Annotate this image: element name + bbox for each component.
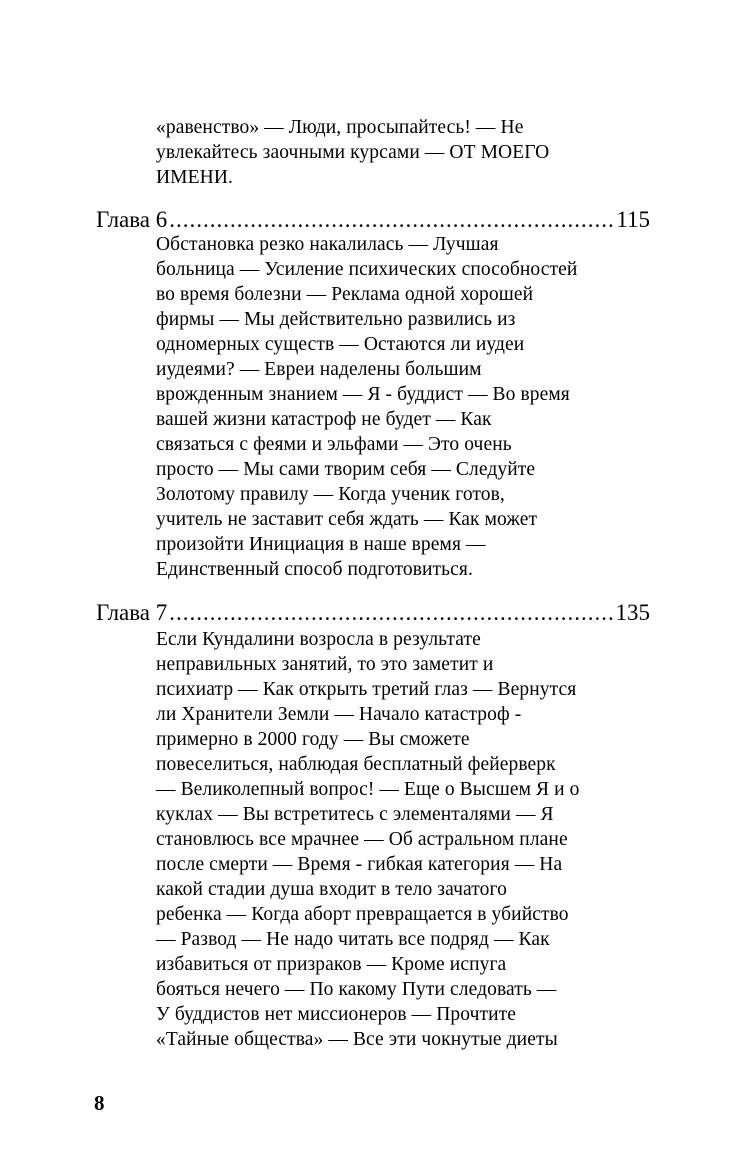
text-line: — Великолепный вопрос! — Еще о Высшем Я и о — [156, 779, 580, 800]
text-line: ИМЕНИ. — [156, 167, 233, 188]
intro-text — [156, 115, 549, 190]
text-line: иудеями? — Евреи наделены большим — [156, 359, 482, 380]
chapter-6-heading — [96, 205, 650, 235]
text-line: одномерных существ — Остаются ли иудеи — [156, 334, 525, 355]
chapter-page-number: 115 — [616, 207, 650, 232]
chapter-title: Глава 6 — [96, 207, 168, 232]
text-line: во время болезни — Реклама одной хорошей — [156, 284, 534, 305]
text-line: Золотому правилу — Когда ученик готов, — [156, 484, 505, 505]
text-line: У буддистов нет миссионеров — Прочтите — [156, 1004, 517, 1025]
text-line: куклах — Вы встретитесь с элементалями — Я — [156, 804, 554, 825]
text-line: бояться нечего — По какому Пути следовать — — [156, 979, 557, 1000]
text-line: становлюсь все мрачнее — Об астральном плане — [156, 829, 568, 850]
text-line: увлекайтесь заочными курсами — ОТ МОЕГО — [156, 142, 550, 163]
chapter-page-number: 135 — [615, 600, 650, 625]
text-line: какой стадии душа входит в тело зачатого — [156, 879, 507, 900]
chapter-7-heading — [96, 598, 650, 628]
text-line: больница — Усиление психических способностей — [156, 259, 578, 280]
text-line: — Развод — Не надо читать все подряд — Как — [156, 929, 550, 950]
text-line: повеселиться, наблюдая бесплатный фейерверк — [156, 754, 556, 775]
text-line: избавиться от призраков — Кроме испуга — [156, 954, 507, 975]
text-line: Обстановка резко накалилась — Лучшая — [156, 234, 499, 255]
chapter-title: Глава 7 — [96, 600, 168, 625]
text-line: врожденным знанием — Я - буддист — Во время — [156, 384, 570, 405]
dot-leader — [169, 205, 614, 235]
text-line: «равенство» — Люди, просыпайтесь! — Не — [156, 117, 524, 138]
text-line: психиатр — Как открыть третий глаз — Вернутся — [156, 679, 577, 700]
text-line: «Тайные общества» — Все эти чокнутые диеты — [156, 1029, 558, 1050]
text-line: ребенка — Когда аборт превращается в убийство — [156, 904, 569, 925]
text-line: после смерти — Время - гибкая категория — На — [156, 854, 563, 875]
text-line: связаться с феями и эльфами — Это очень — [156, 434, 512, 455]
chapter-7-summary — [156, 627, 579, 1052]
text-line: Если Кундалини возросла в результате — [156, 629, 481, 650]
dot-leader — [169, 598, 613, 628]
chapter-6-summary — [156, 232, 577, 582]
text-line: учитель не заставит себя ждать — Как может — [156, 509, 538, 530]
text-line: фирмы — Мы действительно развились из — [156, 309, 516, 330]
text-line: вашей жизни катастроф не будет — Как — [156, 409, 492, 430]
text-line: примерно в 2000 году — Вы сможете — [156, 729, 470, 750]
text-line: ли Хранители Земли — Начало катастроф - — [156, 704, 522, 725]
text-line: произойти Инициация в наше время — — [156, 534, 486, 555]
page-number: 8 — [94, 1091, 105, 1115]
text-line: просто — Мы сами творим себя — Следуйте — [156, 459, 536, 480]
text-line: неправильных занятий, то это заметит и — [156, 654, 494, 675]
text-line: Единственный способ подготовиться. — [156, 559, 473, 580]
